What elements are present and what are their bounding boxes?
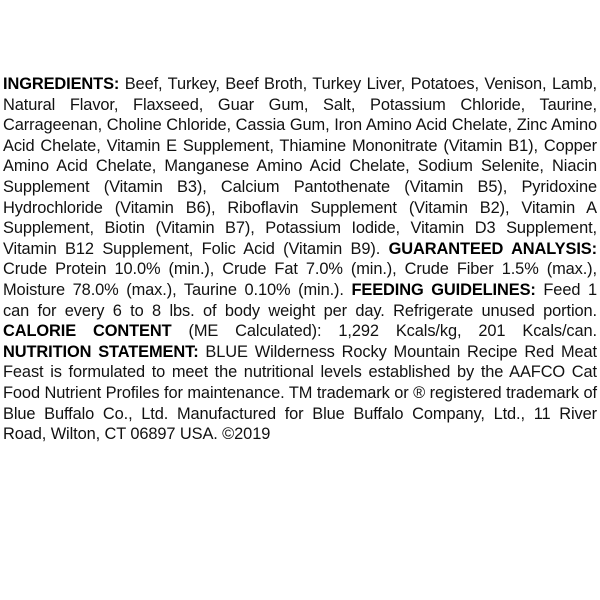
ingredients-heading: INGREDIENTS: — [3, 75, 120, 93]
guaranteed-analysis-heading: GUARANTEED ANALYSIS: — [388, 239, 597, 258]
feeding-guidelines-heading: FEEDING GUIDELINES: — [351, 280, 536, 299]
ingredient-label-text — [3, 74, 597, 445]
nutrition-statement-text: BLUE Wilderness Rocky Mountain Recipe Red Meat Feast is formulated to meet the nutritional levels established by the AAFCO Cat Food Nutrient Profiles for maintenance. TM trademark or ® registered trademark of Blue Buffalo Co., Ltd. Manufactured for Blue Buffalo Company, Ltd., 11 River Road, Wilton, CT 06897 USA. ©2019 — [3, 342, 597, 444]
feeding-guidelines-text: Feed 1 can for every 6 to 8 lbs. of body weight per day. Refrigerate unused portion. — [3, 280, 597, 320]
nutrition-statement-heading: NUTRITION STATEMENT: — [3, 342, 199, 361]
guaranteed-analysis-text: Crude Protein 10.0% (min.), Crude Fat 7.0% (min.), Crude Fiber 1.5% (max.), Moisture 78.0% (max.), Taurine 0.10% (min.). — [3, 260, 597, 299]
calorie-content-text: (ME Calculated): 1,292 Kcals/kg, 201 Kcals/can. — [171, 322, 597, 341]
calorie-content-heading: CALORIE CONTENT — [3, 322, 172, 341]
ingredients-list: Beef, Turkey, Beef Broth, Turkey Liver, Potatoes, Venison, Lamb, Natural Flavor, Flaxseed, Guar Gum, Salt, Potassium Chloride, Taurine, Carrageenan, Choline Chloride, Cassia Gum, Iron Amino Acid Chelate, Zinc Amino Acid Chelate, Vitamin E Supplement, Thiamine Mononitrate (Vitamin B1), Copper Amino Acid Chelate, Manganese Amino Acid Chelate, Sodium Selenite, Niacin Supplement (Vitamin B3), Calcium Pantothenate (Vitamin B5), Pyridoxine Hydrochloride (Vitamin B6), Riboflavin Supplement (Vitamin B2), Vitamin A Supplement, Biotin (Vitamin B7), Potassium Iodide, Vitamin D3 Supplement, Vitamin B12 Supplement, Folic Acid (Vitamin B9). — [3, 75, 597, 258]
